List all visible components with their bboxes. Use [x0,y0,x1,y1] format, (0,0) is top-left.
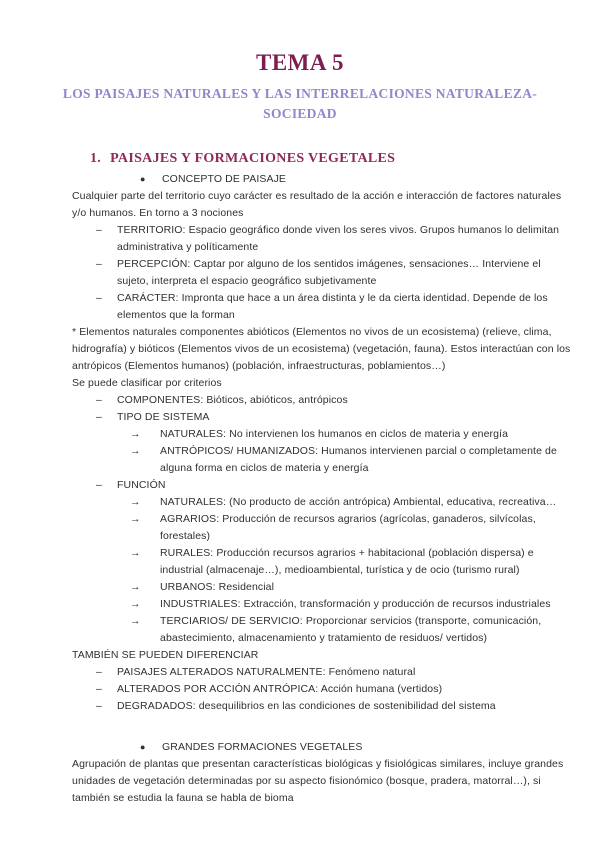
item-text: RURALES: Producción recursos agrarios + habitacional (población dispersa) e industrial (almacenaje…), medioambiental, turística y de ocio (turismo rural) [160,547,534,576]
paragraph: Cualquier parte del territorio cuyo carácter es resultado de la acción e interacción de factores naturales y/o humanos. En torno a 3 nociones [72,190,562,219]
dash-list-item [72,256,574,290]
item-text: ALTERADOS POR ACCIÓN ANTRÓPICA: Acción humana (vertidos) [117,683,443,695]
arrow-icon: → [130,445,141,457]
bullet-icon: ● [140,742,146,752]
dash-list-item [72,392,574,409]
paragraph: Se puede clasificar por criterios [72,377,222,389]
item-text: TERRITORIO: Espacio geográfico donde viven los seres vivos. Grupos humanos lo delimitan administrativa y políticamente [117,224,560,253]
arrow-icon: → [130,496,141,508]
dash-list-item [72,222,574,256]
dash-icon: – [96,411,102,423]
paragraph: TAMBIÉN SE PUEDEN DIFERENCIAR [72,649,259,661]
arrow-list-item [72,494,574,511]
section-number: 1. [90,151,102,166]
page-subtitle: LOS PAISAJES NATURALES Y LAS INTERRELACIONES NATURALEZA-SOCIEDAD [62,86,538,121]
item-text: DEGRADADOS: desequilibrios en las condiciones de sostenibilidad del sistema [117,700,496,712]
dash-list-item [72,477,574,494]
arrow-icon: → [130,547,141,559]
arrow-list-item [72,426,574,443]
dash-icon: – [96,479,102,491]
bullet-heading [72,171,574,188]
arrow-icon: → [130,615,141,627]
item-text: CONCEPTO DE PAISAJE [162,173,287,185]
paragraph: * Elementos naturales componentes abióticos (Elementos no vivos de un ecosistema) (relieve, clima, hidrografía) y bióticos (Elementos vivos de un ecosistema) (vegetación, fauna). Estos interactúan con los antrópicos (Elementos humanos) (población, infraestructuras, poblamientos…) [72,326,571,372]
dash-list-item [72,409,574,426]
arrow-list-item [72,545,574,579]
vertical-spacer [72,715,574,739]
dash-list-item [72,698,574,715]
arrow-icon: → [130,513,141,525]
dash-icon: – [96,258,102,270]
bullet-icon: ● [140,174,146,184]
arrow-list-item [72,613,574,647]
dash-icon: – [96,292,102,304]
dash-list-item [72,681,574,698]
section-heading [90,150,572,168]
paragraph: Agrupación de plantas que presentan características biológicas y fisiológicas similares, incluye grandes unidades de vegetación determinadas por su aspecto fisionómico (bosque, pradera, matorral…), si también se estudia la fauna se habla de bioma [72,758,564,804]
arrow-icon: → [130,428,141,440]
dash-icon: – [96,394,102,406]
item-text: NATURALES: No intervienen los humanos en ciclos de materia y energía [160,428,509,440]
item-text: COMPONENTES: Bióticos, abióticos, antrópicos [117,394,348,406]
item-text: TIPO DE SISTEMA [117,411,210,423]
dash-icon: – [96,666,102,678]
arrow-icon: → [130,598,141,610]
item-text: TERCIARIOS/ DE SERVICIO: Proporcionar servicios (transporte, comunicación, abastecimiento, almacenamiento y tratamiento de residuos/ vertidos) [160,615,542,644]
dash-icon: – [96,700,102,712]
content-blocks [72,171,574,807]
dash-icon: – [96,683,102,695]
item-text: PERCEPCIÓN: Captar por alguno de los sentidos imágenes, sensaciones… Interviene el sujeto, interpreta el espacio geográfico subjetivamente [117,258,541,287]
arrow-list-item [72,443,574,477]
dash-icon: – [96,224,102,236]
item-text: PAISAJES ALTERADOS NATURALMENTE: Fenómeno natural [117,666,416,678]
dash-list-item [72,664,574,681]
page-title: TEMA 5 [256,50,344,75]
item-text: INDUSTRIALES: Extracción, transformación y producción de recursos industriales [160,598,551,610]
arrow-icon: → [130,581,141,593]
arrow-list-item [72,596,574,613]
dash-list-item [72,290,574,324]
item-text: NATURALES: (No producto de acción antrópica) Ambiental, educativa, recreativa… [160,496,557,508]
item-text: AGRARIOS: Producción de recursos agrarios (agrícolas, ganaderos, silvícolas, forestales) [160,513,536,542]
item-text: URBANOS: Residencial [160,581,275,593]
arrow-list-item [72,579,574,596]
section-heading-label: PAISAJES Y FORMACIONES VEGETALES [110,151,396,166]
item-text: CARÁCTER: Impronta que hace a un área distinta y le da cierta identidad. Depende de los elementos que la forman [117,292,548,321]
item-text: ANTRÓPICOS/ HUMANIZADOS: Humanos intervienen parcial o completamente de alguna forma en ciclos de materia y energía [160,445,557,474]
item-text: FUNCIÓN [117,479,166,491]
arrow-list-item [72,511,574,545]
item-text: GRANDES FORMACIONES VEGETALES [162,741,363,753]
bullet-heading [72,739,574,756]
